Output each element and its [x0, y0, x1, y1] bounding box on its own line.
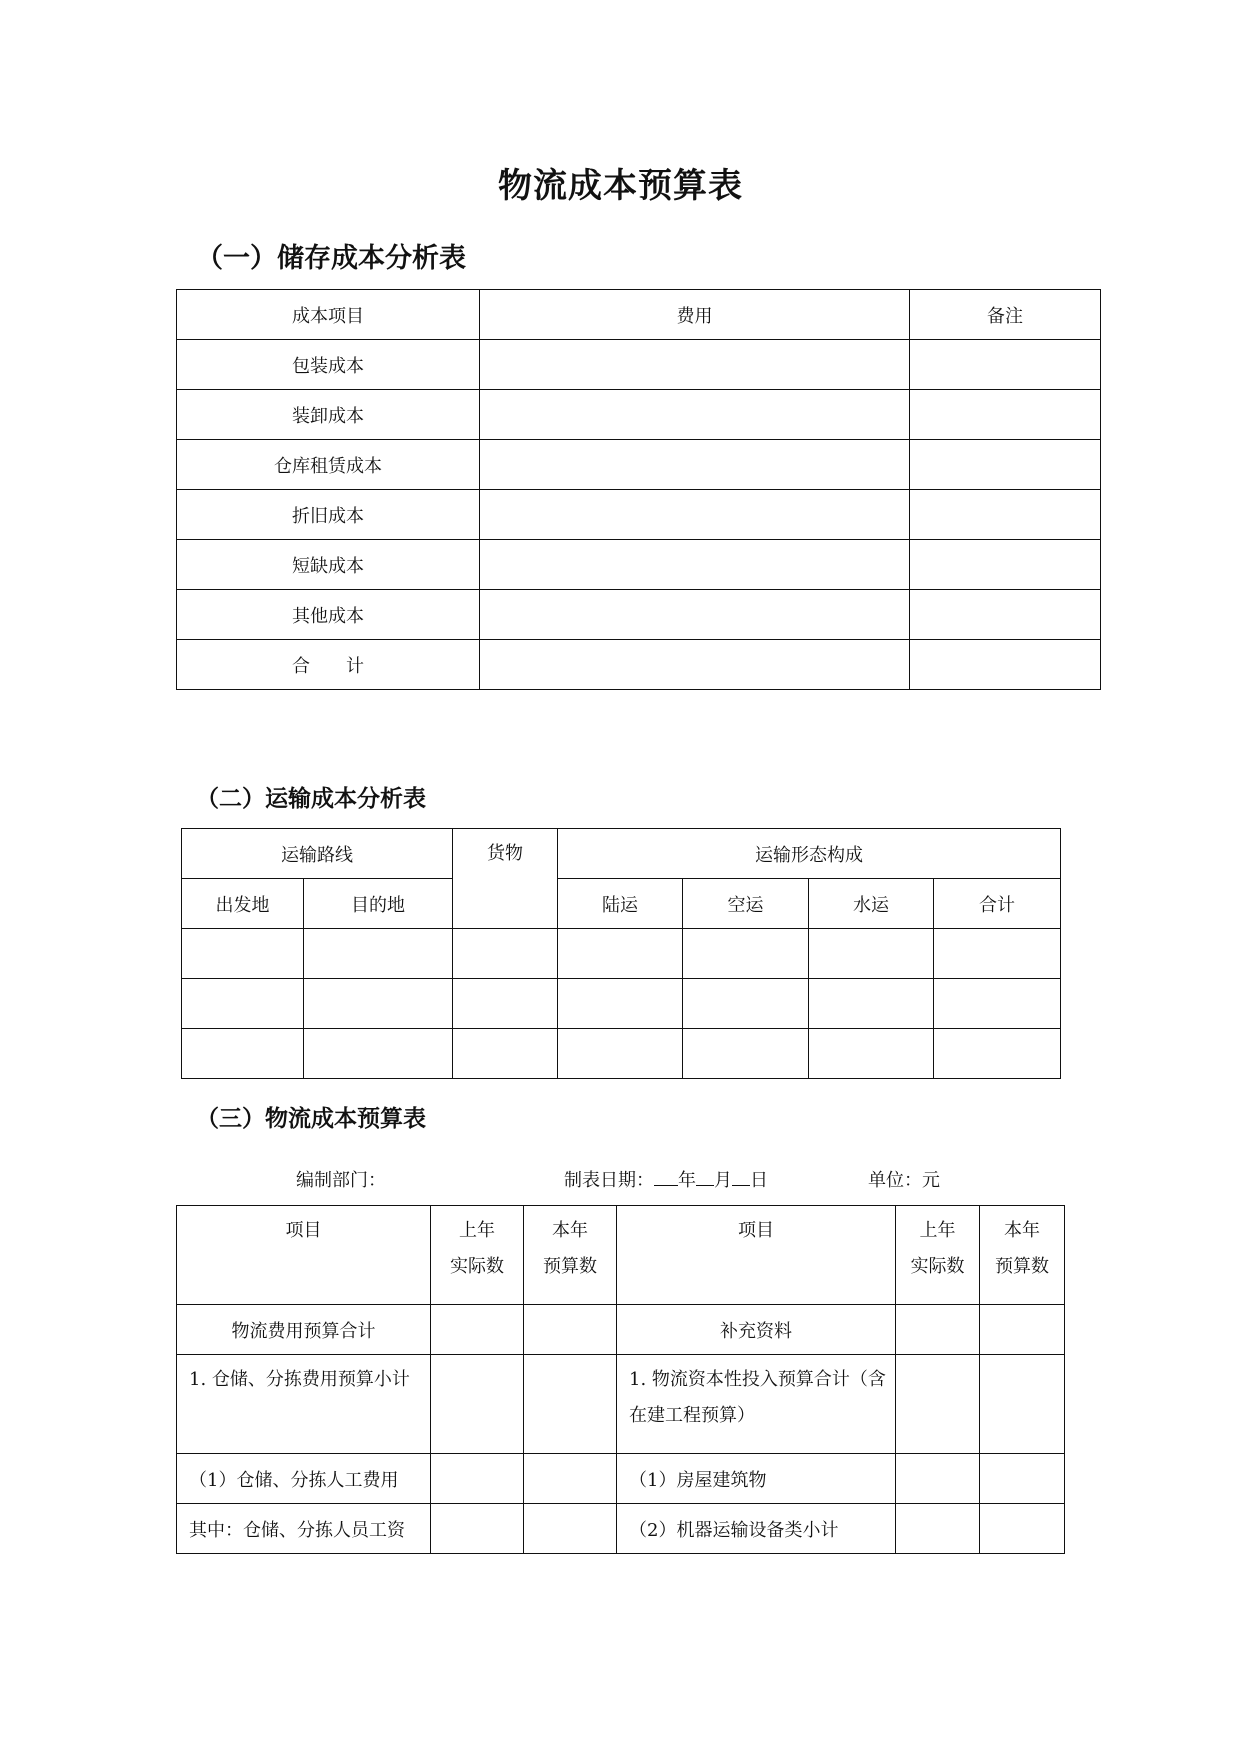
- value-cell[interactable]: [896, 1454, 980, 1504]
- table-row: [182, 979, 1061, 1029]
- day-blank[interactable]: [732, 1169, 750, 1186]
- row-label-right: （2）机器运输设备类小计: [617, 1504, 896, 1554]
- land-cell[interactable]: [558, 1029, 683, 1079]
- header-water: 水运: [809, 879, 934, 929]
- header-last-year-line2: 实际数: [450, 1256, 504, 1277]
- land-cell[interactable]: [558, 979, 683, 1029]
- value-cell[interactable]: [896, 1504, 980, 1554]
- row-label: 装卸成本: [177, 390, 480, 440]
- value-cell[interactable]: [980, 1504, 1065, 1554]
- remark-cell[interactable]: [910, 590, 1101, 640]
- header-air: 空运: [683, 879, 809, 929]
- expense-cell[interactable]: [480, 540, 910, 590]
- destination-cell[interactable]: [304, 929, 453, 979]
- row-label-right-line2: 在建工程预算）: [629, 1405, 755, 1426]
- header-land: 陆运: [558, 879, 683, 929]
- expense-cell[interactable]: [480, 640, 910, 690]
- section-heading-budget: （三）物流成本预算表: [196, 1106, 426, 1132]
- header-route: 运输路线: [182, 829, 453, 879]
- total-cell[interactable]: [934, 929, 1061, 979]
- value-cell[interactable]: [980, 1305, 1065, 1355]
- header-expense: 费用: [480, 290, 910, 340]
- value-cell[interactable]: [980, 1355, 1065, 1454]
- header-cargo: 货物: [453, 829, 558, 929]
- header-last-year-line1: 上年: [459, 1220, 495, 1241]
- header-cost-item: 成本项目: [177, 290, 480, 340]
- storage-cost-table: [176, 289, 1101, 690]
- origin-cell[interactable]: [182, 979, 304, 1029]
- water-cell[interactable]: [809, 1029, 934, 1079]
- table-row: [177, 490, 1101, 540]
- table-row: [177, 1355, 1065, 1454]
- row-label: 包装成本: [177, 340, 480, 390]
- year-blank[interactable]: [654, 1169, 678, 1186]
- header-last-year-right: [896, 1206, 980, 1305]
- table-header-row: [182, 829, 1061, 879]
- value-cell[interactable]: [524, 1454, 617, 1504]
- cargo-cell[interactable]: [453, 1029, 558, 1079]
- header-last-year-line2: 实际数: [910, 1256, 965, 1277]
- air-cell[interactable]: [683, 929, 809, 979]
- origin-cell[interactable]: [182, 929, 304, 979]
- page-title: 物流成本预算表: [498, 166, 743, 206]
- origin-cell[interactable]: [182, 1029, 304, 1079]
- header-item-left: 项目: [177, 1206, 431, 1305]
- header-this-year-left: [524, 1206, 617, 1305]
- land-cell[interactable]: [558, 929, 683, 979]
- header-this-year-line1: 本年: [1004, 1220, 1040, 1241]
- dept-label: 编制部门：: [296, 1170, 386, 1191]
- remark-cell[interactable]: [910, 390, 1101, 440]
- table-row: [177, 1454, 1065, 1504]
- date-label: 制表日期：: [564, 1170, 654, 1191]
- destination-cell[interactable]: [304, 979, 453, 1029]
- table-row: [177, 390, 1101, 440]
- row-label-left: 物流费用预算合计: [177, 1305, 431, 1355]
- remark-cell[interactable]: [910, 540, 1101, 590]
- air-cell[interactable]: [683, 1029, 809, 1079]
- header-this-year-line1: 本年: [552, 1220, 588, 1241]
- value-cell[interactable]: [431, 1504, 524, 1554]
- row-label-right: （1）房屋建筑物: [617, 1454, 896, 1504]
- row-label-left: （1）仓储、分拣人工费用: [177, 1454, 431, 1504]
- table-row: [182, 929, 1061, 979]
- value-cell[interactable]: [431, 1454, 524, 1504]
- water-cell[interactable]: [809, 979, 934, 1029]
- remark-cell[interactable]: [910, 440, 1101, 490]
- value-cell[interactable]: [431, 1355, 524, 1454]
- section-heading-transport: （二）运输成本分析表: [196, 786, 426, 812]
- expense-cell[interactable]: [480, 390, 910, 440]
- table-row: [177, 1504, 1065, 1554]
- header-destination: 目的地: [304, 879, 453, 929]
- header-last-year-left: [431, 1206, 524, 1305]
- table-row: [177, 590, 1101, 640]
- row-label-right: [617, 1355, 896, 1454]
- value-cell[interactable]: [524, 1355, 617, 1454]
- total-cell[interactable]: [934, 1029, 1061, 1079]
- total-cell[interactable]: [934, 979, 1061, 1029]
- table-subheader-row: [182, 879, 1061, 929]
- air-cell[interactable]: [683, 979, 809, 1029]
- value-cell[interactable]: [896, 1305, 980, 1355]
- destination-cell[interactable]: [304, 1029, 453, 1079]
- remark-cell[interactable]: [910, 490, 1101, 540]
- table-row: [177, 640, 1101, 690]
- row-label-right-line1: 1. 物流资本性投入预算合计（含: [629, 1369, 886, 1390]
- row-label: 其他成本: [177, 590, 480, 640]
- row-label-left: 1. 仓储、分拣费用预算小计: [177, 1355, 431, 1454]
- value-cell[interactable]: [524, 1504, 617, 1554]
- unit-label: 单位：元: [868, 1170, 940, 1191]
- row-label: 合 计: [177, 640, 480, 690]
- table-row: [182, 1029, 1061, 1079]
- value-cell[interactable]: [524, 1305, 617, 1355]
- table-header-row: [177, 290, 1101, 340]
- expense-cell[interactable]: [480, 590, 910, 640]
- remark-cell[interactable]: [910, 340, 1101, 390]
- header-remark: 备注: [910, 290, 1101, 340]
- header-total: 合计: [934, 879, 1061, 929]
- table-row: [177, 1305, 1065, 1355]
- logistics-budget-table: [176, 1205, 1065, 1554]
- header-item-right: 项目: [617, 1206, 896, 1305]
- year-label: 年: [678, 1170, 696, 1191]
- header-this-year-line2: 预算数: [543, 1256, 597, 1277]
- row-label: 仓库租赁成本: [177, 440, 480, 490]
- day-label: 日: [750, 1170, 768, 1191]
- row-label: 折旧成本: [177, 490, 480, 540]
- remark-cell[interactable]: [910, 640, 1101, 690]
- header-modes: 运输形态构成: [558, 829, 1061, 879]
- header-this-year-right: [980, 1206, 1065, 1305]
- water-cell[interactable]: [809, 929, 934, 979]
- header-this-year-line2: 预算数: [995, 1256, 1049, 1277]
- date-line: [564, 1166, 768, 1192]
- expense-cell[interactable]: [480, 340, 910, 390]
- value-cell[interactable]: [980, 1454, 1065, 1504]
- cargo-cell[interactable]: [453, 929, 558, 979]
- table-row: [177, 440, 1101, 490]
- expense-cell[interactable]: [480, 440, 910, 490]
- value-cell[interactable]: [431, 1305, 524, 1355]
- header-origin: 出发地: [182, 879, 304, 929]
- value-cell[interactable]: [896, 1355, 980, 1454]
- transport-cost-table: [181, 828, 1061, 1079]
- month-blank[interactable]: [696, 1169, 714, 1186]
- section-heading-storage: （一）储存成本分析表: [196, 243, 466, 274]
- table-row: [177, 540, 1101, 590]
- expense-cell[interactable]: [480, 490, 910, 540]
- row-label-left: 其中：仓储、分拣人员工资: [177, 1504, 431, 1554]
- row-label: 短缺成本: [177, 540, 480, 590]
- cargo-cell[interactable]: [453, 979, 558, 1029]
- table-row: [177, 340, 1101, 390]
- row-label-right: 补充资料: [617, 1305, 896, 1355]
- header-last-year-line1: 上年: [919, 1220, 956, 1241]
- month-label: 月: [714, 1170, 732, 1191]
- table-header-row: [177, 1206, 1065, 1305]
